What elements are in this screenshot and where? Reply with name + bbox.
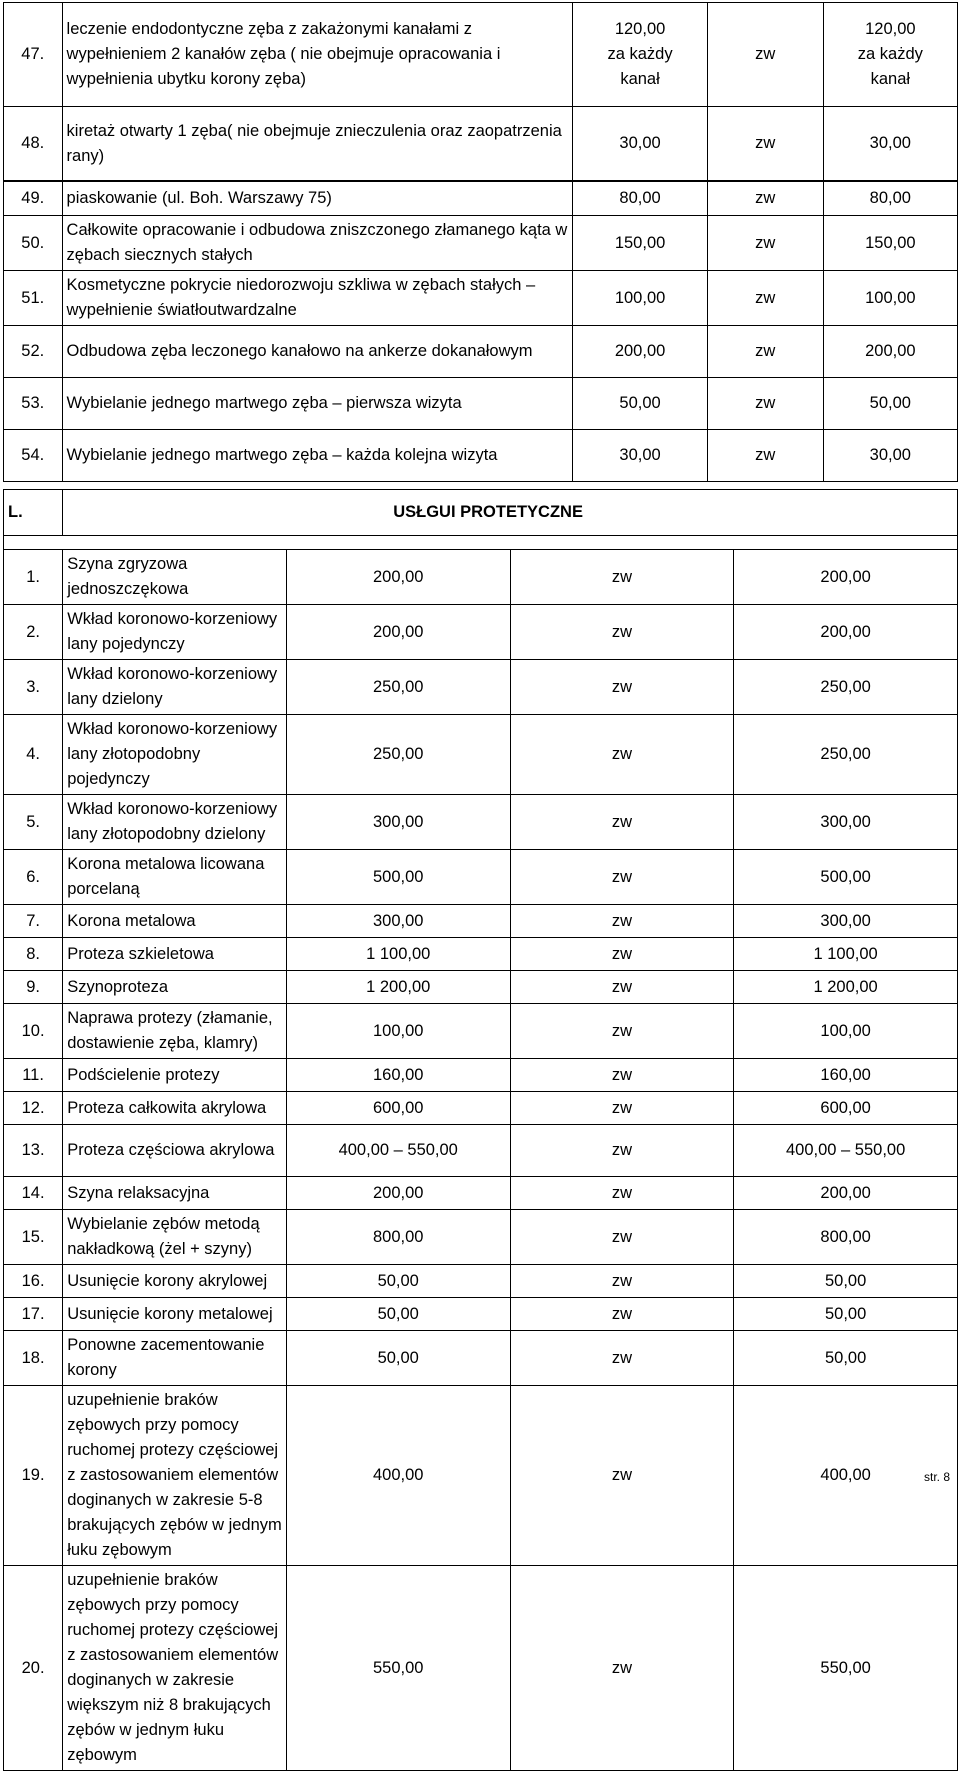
row-total: 300,00: [734, 795, 958, 850]
row-price: 250,00: [286, 660, 510, 715]
row-number: 18.: [4, 1331, 63, 1386]
row-number: 50.: [4, 216, 63, 271]
row-price: 200,00: [286, 550, 510, 605]
row-total: 50,00: [734, 1298, 958, 1331]
row-number: 17.: [4, 1298, 63, 1331]
row-description: Wkład koronowo-korzeniowy lany pojedynczy: [63, 605, 287, 660]
table-row: [4, 1331, 958, 1386]
section-letter: L.: [4, 490, 63, 536]
row-vat: zw: [510, 971, 734, 1004]
table-row: [4, 795, 958, 850]
row-number: 20.: [4, 1566, 63, 1771]
row-total: 80,00: [823, 182, 957, 216]
row-vat: zw: [510, 1331, 734, 1386]
table-row: [4, 715, 958, 795]
spacer-row: [4, 536, 958, 550]
row-total: 400,00: [734, 1386, 958, 1566]
row-vat: zw: [510, 1004, 734, 1059]
row-price: 800,00: [286, 1210, 510, 1265]
row-number: 6.: [4, 850, 63, 905]
row-number: 5.: [4, 795, 63, 850]
row-price: 400,00 – 550,00: [286, 1125, 510, 1177]
row-price: 50,00: [286, 1331, 510, 1386]
row-vat: zw: [510, 605, 734, 660]
row-description: Wybielanie jednego martwego zęba – każda kolejna wizyta: [62, 430, 573, 482]
table-row: [4, 1059, 958, 1092]
row-vat: zw: [510, 938, 734, 971]
row-description: uzupełnienie braków zębowych przy pomocy ruchomej protezy częściowej z zastosowaniem elementów doginanych w zakresie większym niż 8 brakujących zębów w jednym łuku zębowym: [63, 1566, 287, 1771]
table-row: [4, 271, 958, 326]
row-number: 1.: [4, 550, 63, 605]
table-row: [4, 660, 958, 715]
row-price: 50,00: [573, 378, 707, 430]
price-table-a: [3, 181, 958, 482]
row-price: 100,00: [573, 271, 707, 326]
row-description: Kosmetyczne pokrycie niedorozwoju szkliwa w zębach stałych – wypełnienie światłoutwardzalne: [62, 271, 573, 326]
row-vat: zw: [510, 1125, 734, 1177]
row-price: 80,00: [573, 182, 707, 216]
row-number: 15.: [4, 1210, 63, 1265]
row-vat: zw: [510, 1265, 734, 1298]
row-vat: zw: [707, 3, 823, 107]
page-number: str. 8: [923, 1470, 950, 1484]
row-total: 1 100,00: [734, 938, 958, 971]
row-number: 12.: [4, 1092, 63, 1125]
table-row: [4, 1210, 958, 1265]
row-vat: zw: [510, 1210, 734, 1265]
row-price: 50,00: [286, 1298, 510, 1331]
table-row: [4, 182, 958, 216]
row-description: Wkład koronowo-korzeniowy lany złotopodobny pojedynczy: [63, 715, 287, 795]
row-total: 200,00: [734, 1177, 958, 1210]
row-number: 10.: [4, 1004, 63, 1059]
table-row: [4, 971, 958, 1004]
row-description: leczenie endodontyczne zęba z zakażonymi kanałami z wypełnieniem 2 kanałów zęba ( nie obejmuje opracowania i wypełnienia ubytku korony zęba): [62, 3, 573, 107]
row-vat: zw: [510, 905, 734, 938]
row-vat: zw: [707, 107, 823, 181]
row-total: 200,00: [734, 605, 958, 660]
row-number: 9.: [4, 971, 63, 1004]
row-vat: zw: [510, 1298, 734, 1331]
row-number: 47.: [4, 3, 63, 107]
row-price: 30,00: [573, 430, 707, 482]
row-number: 8.: [4, 938, 63, 971]
row-number: 3.: [4, 660, 63, 715]
row-total: 500,00: [734, 850, 958, 905]
row-price: 550,00: [286, 1566, 510, 1771]
table-row: [4, 326, 958, 378]
row-description: Wkład koronowo-korzeniowy lany dzielony: [63, 660, 287, 715]
row-total: 50,00: [734, 1331, 958, 1386]
row-total: 600,00: [734, 1092, 958, 1125]
table-row: [4, 1566, 958, 1771]
row-total: 400,00 – 550,00: [734, 1125, 958, 1177]
table-row: [4, 1125, 958, 1177]
table-row: [4, 3, 958, 107]
row-description: Usunięcie korony metalowej: [63, 1298, 287, 1331]
row-total: 160,00: [734, 1059, 958, 1092]
table-row: [4, 905, 958, 938]
row-price: 120,00 za każdy kanał: [573, 3, 707, 107]
row-total: 100,00: [734, 1004, 958, 1059]
row-number: 2.: [4, 605, 63, 660]
row-price: 200,00: [286, 605, 510, 660]
row-total: 1 200,00: [734, 971, 958, 1004]
row-vat: zw: [510, 1059, 734, 1092]
row-price: 600,00: [286, 1092, 510, 1125]
row-description: Korona metalowa: [63, 905, 287, 938]
row-vat: zw: [510, 550, 734, 605]
row-price: 1 200,00: [286, 971, 510, 1004]
row-price: 100,00: [286, 1004, 510, 1059]
row-total: 100,00: [823, 271, 957, 326]
row-vat: zw: [707, 271, 823, 326]
row-number: 11.: [4, 1059, 63, 1092]
row-vat: zw: [707, 430, 823, 482]
row-total: 30,00: [823, 107, 957, 181]
row-vat: zw: [510, 660, 734, 715]
row-number: 7.: [4, 905, 63, 938]
table-row: [4, 216, 958, 271]
row-total: 30,00: [823, 430, 957, 482]
row-description: Szyna zgryzowa jednoszczękowa: [63, 550, 287, 605]
row-total: 200,00: [734, 550, 958, 605]
row-price: 50,00: [286, 1265, 510, 1298]
price-table-top: [3, 2, 958, 181]
row-vat: zw: [707, 378, 823, 430]
table-row: [4, 1298, 958, 1331]
table-row: [4, 1265, 958, 1298]
row-description: Ponowne zacementowanie korony: [63, 1331, 287, 1386]
row-total: 300,00: [734, 905, 958, 938]
row-vat: zw: [707, 326, 823, 378]
row-price: 500,00: [286, 850, 510, 905]
row-vat: zw: [707, 216, 823, 271]
row-total: 120,00 za każdy kanał: [823, 3, 957, 107]
row-description: piaskowanie (ul. Boh. Warszawy 75): [62, 182, 573, 216]
row-number: 14.: [4, 1177, 63, 1210]
row-total: 550,00: [734, 1566, 958, 1771]
row-number: 52.: [4, 326, 63, 378]
table-row: [4, 1177, 958, 1210]
row-description: Naprawa protezy (złamanie, dostawienie zęba, klamry): [63, 1004, 287, 1059]
row-total: 150,00: [823, 216, 957, 271]
row-total: 800,00: [734, 1210, 958, 1265]
row-number: 49.: [4, 182, 63, 216]
row-description: Usunięcie korony akrylowej: [63, 1265, 287, 1298]
row-description: Proteza całkowita akrylowa: [63, 1092, 287, 1125]
table-row: [4, 1386, 958, 1566]
row-number: 48.: [4, 107, 63, 181]
row-description: kiretaż otwarty 1 zęba( nie obejmuje znieczulenia oraz zaopatrzenia rany): [62, 107, 573, 181]
row-total: 200,00: [823, 326, 957, 378]
row-price: 250,00: [286, 715, 510, 795]
row-number: 4.: [4, 715, 63, 795]
row-vat: zw: [510, 850, 734, 905]
row-price: 1 100,00: [286, 938, 510, 971]
row-vat: zw: [510, 715, 734, 795]
row-total: 250,00: [734, 660, 958, 715]
row-description: Szyna relaksacyjna: [63, 1177, 287, 1210]
row-price: 300,00: [286, 905, 510, 938]
row-description: Proteza szkieletowa: [63, 938, 287, 971]
row-description: Wybielanie jednego martwego zęba – pierwsza wizyta: [62, 378, 573, 430]
table-row: [4, 107, 958, 181]
row-price: 150,00: [573, 216, 707, 271]
row-number: 16.: [4, 1265, 63, 1298]
table-row: [4, 850, 958, 905]
row-number: 51.: [4, 271, 63, 326]
row-vat: zw: [510, 1177, 734, 1210]
row-vat: zw: [510, 1386, 734, 1566]
row-total: 250,00: [734, 715, 958, 795]
section-title-text: USŁGUI PROTETYCZNE: [393, 503, 583, 521]
row-price: 160,00: [286, 1059, 510, 1092]
row-vat: zw: [510, 1092, 734, 1125]
row-vat: zw: [510, 795, 734, 850]
section-title: [63, 490, 958, 536]
row-description: Podścielenie protezy: [63, 1059, 287, 1092]
row-price: 300,00: [286, 795, 510, 850]
row-description: Korona metalowa licowana porcelaną: [63, 850, 287, 905]
row-number: 13.: [4, 1125, 63, 1177]
table-row: [4, 1004, 958, 1059]
row-description: Całkowite opracowanie i odbudowa zniszczonego złamanego kąta w zębach siecznych stałych: [62, 216, 573, 271]
row-price: 200,00: [573, 326, 707, 378]
row-price: 200,00: [286, 1177, 510, 1210]
row-description: Wybielanie zębów metodą nakładkową (żel + szyny): [63, 1210, 287, 1265]
row-description: Odbudowa zęba leczonego kanałowo na ankerze dokanałowym: [62, 326, 573, 378]
row-description: Wkład koronowo-korzeniowy lany złotopodobny dzielony: [63, 795, 287, 850]
row-description: uzupełnienie braków zębowych przy pomocy ruchomej protezy częściowej z zastosowaniem elementów doginanych w zakresie 5-8 brakujących zębów w jednym łuku zębowym: [63, 1386, 287, 1566]
table-row: [4, 938, 958, 971]
row-vat: zw: [707, 182, 823, 216]
row-number: 53.: [4, 378, 63, 430]
row-description: Szynoproteza: [63, 971, 287, 1004]
section-header-row: [4, 490, 958, 536]
table-row: [4, 1092, 958, 1125]
price-table-b: [3, 489, 958, 1771]
table-row: [4, 378, 958, 430]
row-price: 400,00: [286, 1386, 510, 1566]
table-row: [4, 605, 958, 660]
row-total: 50,00: [823, 378, 957, 430]
row-total: 50,00: [734, 1265, 958, 1298]
row-vat: zw: [510, 1566, 734, 1771]
row-price: 30,00: [573, 107, 707, 181]
row-number: 19.: [4, 1386, 63, 1566]
table-row: [4, 550, 958, 605]
row-number: 54.: [4, 430, 63, 482]
row-description: Proteza częściowa akrylowa: [63, 1125, 287, 1177]
table-row: [4, 430, 958, 482]
